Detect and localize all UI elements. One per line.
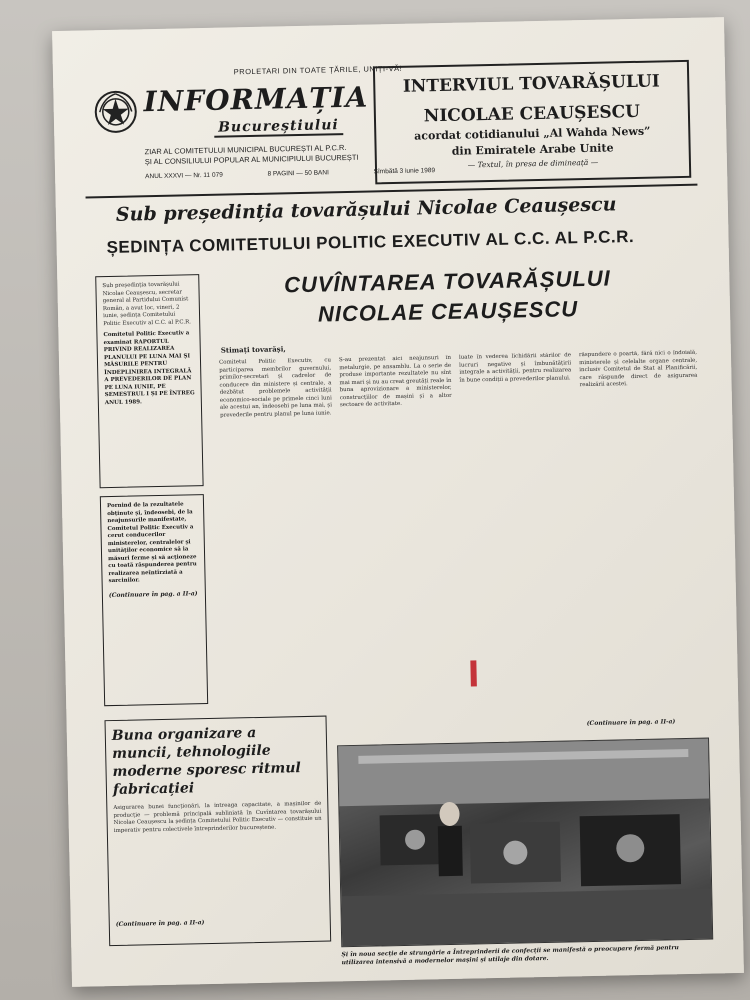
headline-presidency: Sub președinția tovarășului Nicolae Ceaușescu: [115, 193, 617, 226]
summary-box: [95, 274, 203, 488]
newspaper-subtitle: Bucureștiului: [214, 117, 343, 138]
publisher-line-2: ȘI AL CONSILIULUI POPULAR AL MUNICIPIULUI BUCUREȘTI: [144, 152, 359, 167]
factory-photo: [337, 738, 713, 948]
summary-box-continued: [100, 494, 208, 706]
masthead-motto: PROLETARI DIN TOATE ȚĂRILE, UNIȚI-VĂ!: [233, 63, 403, 77]
newspaper-page: [52, 17, 744, 987]
issue-number: ANUL XXXVI — Nr. 11 079: [145, 171, 223, 181]
article-column-2: S-au prezentat aici neajunsuri în metalurgie, pe ansamblu. La o serie de produse importante rezultatele nu sînt mai mari și nu au creat greutăți reale în buna aprovizionare a ministerelor, construcțiilor de mașini și a altor sectoare de activitate.: [338, 354, 452, 409]
interview-heading-1: INTERVIUL TOVARĂȘULUI: [402, 71, 660, 97]
factory-scene-image: [338, 739, 712, 947]
headline-speech-line-2: NICOLAE CEAUȘESCU: [317, 296, 579, 327]
issue-date: Sîmbătă 3 iunie 1989: [373, 167, 436, 176]
story-body: Asigurarea bunei funcționări, la întreaga capacitate, a mașinilor de producție — problemă principală subliniată în Cuvîntarea tovarășului Nicolae Ceaușescu la ședința Comitetului Politic Executiv — constituie un imperativ pentru colectivele întreprinderilor bucureștene.: [113, 800, 322, 834]
interview-note: — Textul, în presa de dimineață —: [467, 157, 599, 170]
article-column-3: luate în vederea lichidării stărilor de lucruri negative și îmbunătățirii integrale a activității, pentru realizarea în bune condiții a prevederilor planului.: [458, 352, 572, 384]
pages-price: 8 PAGINI — 50 BANI: [267, 169, 329, 178]
summary-continue: (Continuare în pag. a II-a): [108, 589, 198, 599]
article-column-1: Comitetul Politic Executiv, cu participarea membrilor guvernului, primilor-secretari și cadrelor de conducere din ministere și centrale, a dezbătut problemele activității economico-sociale pe primele cinci luni ale acestui an, îndeosebi pe luna mai, și prevederile pentru planul pe luna iunie.: [218, 357, 333, 419]
interview-line-4: din Emiratele Arabe Unite: [451, 141, 614, 158]
story-box: [105, 716, 332, 947]
summary-bold: Comitetul Politic Executiv a examinat RAPORTUL PRIVIND REALIZAREA PLANULUI PE LUNA MAI ȘI MĂSURILE PENTRU ÎNDEPLINIREA INTEGRALĂ A PREVEDERILOR DE PLAN PE LUNA IUNIE, PE SEMESTRUL I ȘI PE ÎNTREG ANUL 1989.: [103, 330, 195, 406]
party-emblem-icon: [93, 89, 138, 134]
article-column-4: răspundere o poartă, fără nici o îndoială, ministerele și celelalte organe centrale, inclusiv Comitetul de Stat al Planificării, care răspunde direct de asigurarea realizării acestei.: [578, 349, 698, 389]
summary-tail: Pornind de la rezultatele obținute și, îndeosebi, de la neajunsurile manifestate, Comitetul Politic Executiv a cerut conducerilor ministerelor, centralelor și unităților economice să ia măsuri ferme și să acționeze cu toată răspunderea pentru realizarea neîntîrziată a sarcinilor.: [106, 501, 197, 585]
interview-box: [373, 60, 691, 185]
photo-caption: Și în noua secție de strungărie a Întreprinderii de confecții se manifestă o preocupare fermă pentru utilizarea intensivă a modernelor mașini și utilaje din dotare.: [341, 944, 679, 967]
publisher-line-1: ZIAR AL COMITETULUI MUNICIPAL BUCUREȘTI AL P.C.R.: [144, 143, 347, 157]
headline-speech-line-1: CUVÎNTAREA TOVARĂȘULUI: [283, 265, 611, 298]
interview-line-3: acordat cotidianului „Al Wahda News”: [414, 124, 651, 143]
headline-speech: [257, 263, 638, 331]
interview-heading-2: NICOLAE CEAUȘESCU: [423, 101, 641, 127]
red-pencil-mark: [470, 660, 477, 686]
speech-greeting: Stimați tovarăși,: [220, 344, 286, 355]
headline-meeting: ȘEDINȚA COMITETULUI POLITIC EXECUTIV AL C.C. AL P.C.R.: [106, 226, 635, 258]
story-continue: (Continuare în pag. a II-a): [115, 919, 205, 929]
summary-lead: Sub președinția tovarășului Nicolae Ceaușescu, secretar general al Partidului Comunist Român, a avut loc, vineri, 2 iunie, ședința Comitetului Politic Executiv al C.C. al P.C.R.: [102, 281, 192, 327]
story-headline: Buna organizare a muncii, tehnologiile moderne sporesc ritmul fabricației: [111, 725, 301, 799]
newspaper-title: INFORMAȚIA: [143, 80, 369, 119]
article-continue: (Continuare în pag. a II-a): [586, 718, 676, 728]
